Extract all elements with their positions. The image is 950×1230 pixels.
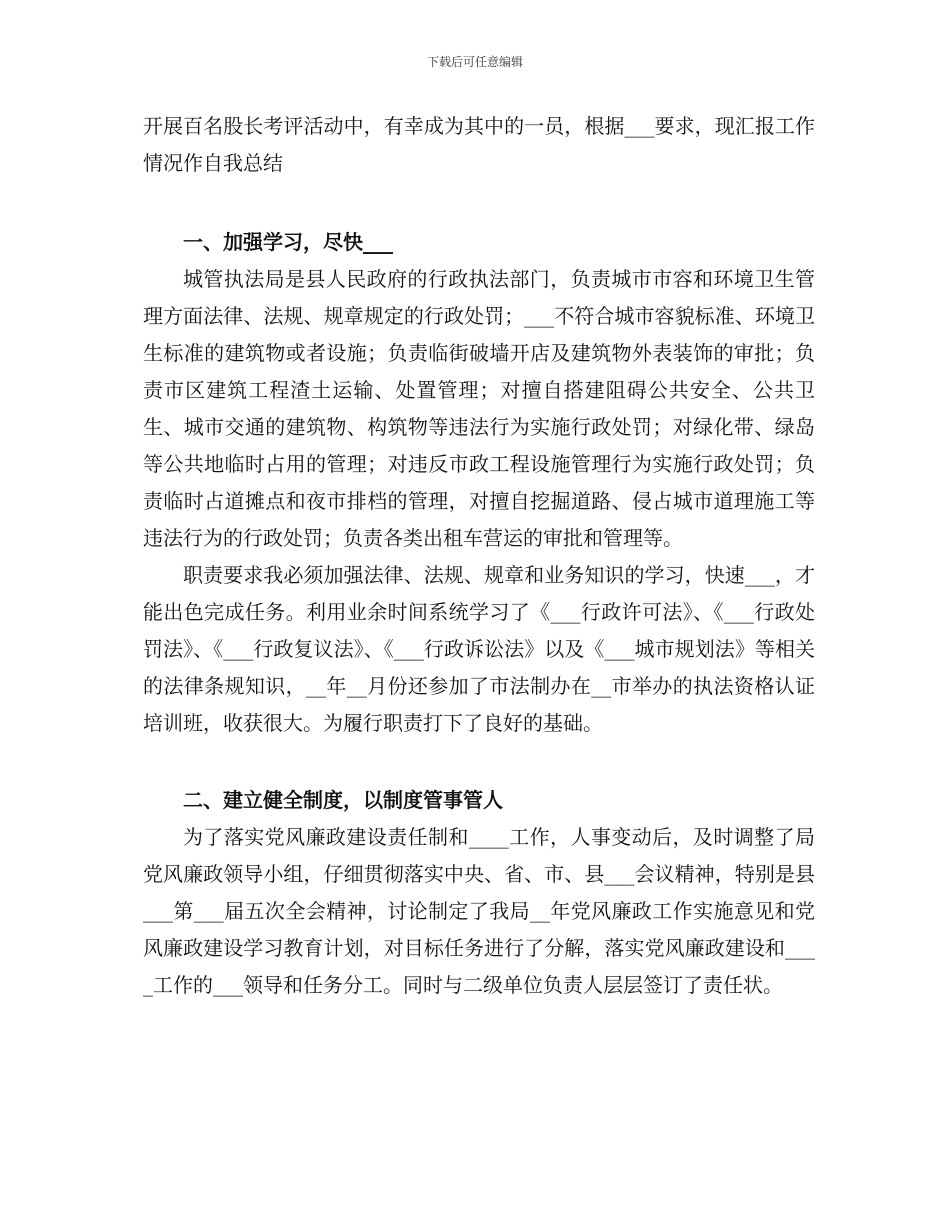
document-body	[143, 108, 815, 1004]
section-1-paragraph-1: 城管执法局是县人民政府的行政执法部门，负责城市市容和环境卫生管理方面法律、法规、规章规定的行政处罚；___不符合城市容貌标准、环境卫生标准的建筑物或者设施；负责临街破墙开店及建筑物外表装饰的审批；负责市区建筑工程渣土运输、处置管理；对擅自搭建阻碍公共安全、公共卫生、城市交通的建筑物、构筑物等违法行为实施行政处罚；对绿化带、绿岛等公共地临时占用的管理；对违反市政工程设施管理行为实施行政处罚；负责临时占道摊点和夜市排档的管理，对擅自挖掘道路、侵占城市道理施工等违法行为的行政处罚；负责各类出租车营运的审批和管理等。	[143, 267, 815, 550]
section-2-heading: 二、建立健全制度，以制度管事管人	[183, 788, 503, 812]
spacer	[143, 742, 815, 782]
spacer	[143, 182, 815, 224]
page-header: 下载后可任意编辑	[426, 55, 523, 69]
section-2-paragraph-1: 为了落实党风廉政建设责任制和____工作，人事变动后，及时调整了局党风廉政领导小组，仔细贯彻落实中央、省、市、县___会议精神，特别是县___第___届五次全会精神，讨论制定了我局__年党风廉政工作实施意见和党风廉政建设学习教育计划，对目标任务进行了分解，落实党风廉政建设和____工作的___领导和任务分工。同时与二级单位负责人层层签订了责任状。	[143, 825, 815, 997]
section-1-heading: 一、加强学习，尽快___	[183, 230, 393, 254]
section-1-paragraph-2: 职责要求我必须加强法律、法规、规章和业务知识的学习，快速___，才能出色完成任务。利用业余时间系统学习了《___行政许可法》、《___行政处罚法》、《___行政复议法》、《___行政诉讼法》以及《___城市规划法》等相关的法律条规知识，__年__月份还参加了市法制办在__市举办的执法资格认证培训班，收获很大。为履行职责打下了良好的基础。	[143, 563, 815, 735]
intro-paragraph: 开展百名股长考评活动中，有幸成为其中的一员，根据___要求，现汇报工作情况作自我总结	[143, 114, 815, 175]
